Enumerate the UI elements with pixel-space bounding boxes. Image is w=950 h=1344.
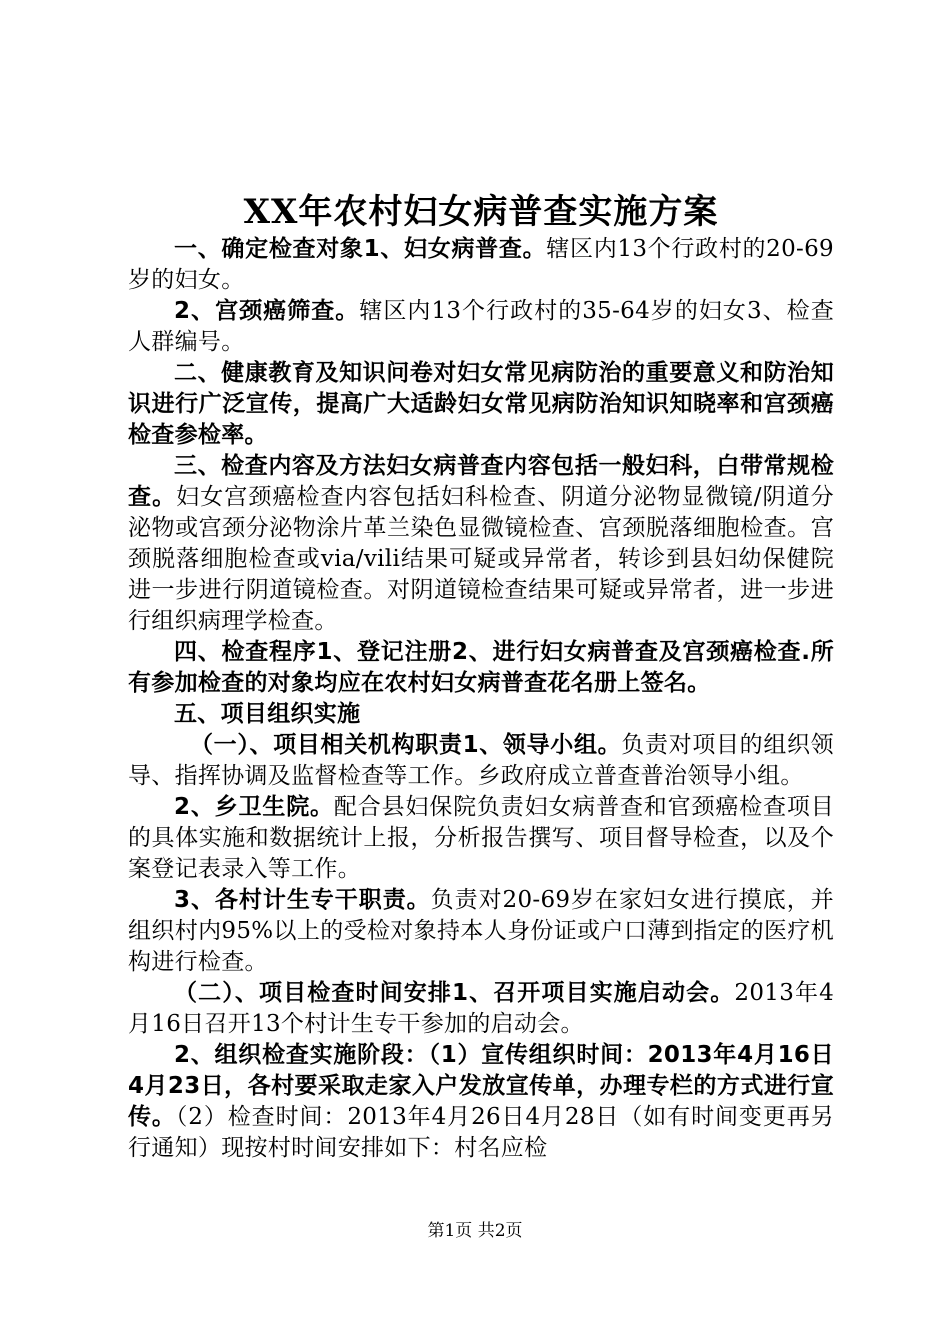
paragraph-10-bold: （二）、项目检查时间安排1、召开项目实施启动会。 xyxy=(174,980,735,1006)
paragraph-7-text: 负责对项目的组织领导、指挥协调及监督检查等工作。乡政府成立普查普治领导小组。 xyxy=(128,732,834,789)
paragraph-1-bold: 一、确定检查对象1、妇女病普查。 xyxy=(174,236,547,262)
document-title: XX年农村妇女病普查实施方案 xyxy=(243,192,719,232)
paragraph-4-bold: 三、检查内容及方法妇女病普查内容包括一般妇科，白带常规检查。 xyxy=(128,453,834,510)
paragraph-2 xyxy=(128,296,834,358)
paragraph-6-bold: 五、项目组织实施 xyxy=(174,701,361,727)
paragraph-11 xyxy=(128,1040,834,1164)
paragraph-4-text: 妇女宫颈癌检查内容包括妇科检查、阴道分泌物显微镜/阴道分泌物或宫颈分泌物涂片革兰染色显微镜检查、宫颈脱落细胞检查。宫颈脱落细胞检查或via/vili结果可疑或异常者，转诊到县妇幼保健院进一步进行阴道镜检查。对阴道镜检查结果可疑或异常者，进一步进行组织病理学检查。 xyxy=(128,484,834,634)
paragraph-9-bold: 3、各村计生专干职责。 xyxy=(174,887,431,913)
paragraph-11-text: （2）检查时间：2013年4月26日4月28日（如有时间变更再另行通知）现按村时间安排如下：村名应检 xyxy=(128,1104,834,1161)
page-footer: 第1页 共2页 xyxy=(427,1221,523,1241)
paragraph-3 xyxy=(128,358,834,451)
paragraph-8 xyxy=(128,792,834,885)
paragraph-3-bold: 二、健康教育及知识问卷对妇女常见病防治的重要意义和防治知识进行广泛宣传，提高广大适龄妇女常见病防治知识知晓率和宫颈癌检查参检率。 xyxy=(128,360,834,448)
paragraph-11-bold: 2、组织检查实施阶段：（1）宣传组织时间：2013年4月16日4月23日，各村要采取走家入户发放宣传单，办理专栏的方式进行宣传。 xyxy=(128,1042,834,1130)
paragraph-5-bold: 四、检查程序1、登记注册2、进行妇女病普查及宫颈癌检查.所有参加检查的对象均应在农村妇女病普查花名册上签名。 xyxy=(128,639,834,696)
paragraph-1-text: 辖区内13个行政村的20-69岁的妇女。 xyxy=(128,236,834,293)
document-body xyxy=(128,190,834,1164)
paragraph-9-text: 负责对20-69岁在家妇女进行摸底，并组织村内95%以上的受检对象持本人身份证或户口薄到指定的医疗机构进行检查。 xyxy=(128,887,834,975)
paragraph-9 xyxy=(128,885,834,978)
paragraph-4 xyxy=(128,451,834,637)
paragraph-7-bold: （一）、项目相关机构职责1、领导小组。 xyxy=(190,732,622,758)
paragraph-8-bold: 2、乡卫生院。 xyxy=(174,794,334,820)
paragraph-10 xyxy=(128,978,834,1040)
paragraph-2-text: 辖区内13个行政村的35-64岁的妇女3、检查人群编号。 xyxy=(128,298,835,355)
paragraph-1 xyxy=(128,234,834,296)
paragraph-5 xyxy=(128,637,834,699)
paragraph-6 xyxy=(128,699,834,730)
paragraph-7 xyxy=(128,730,834,792)
paragraph-2-bold: 2、宫颈癌筛查。 xyxy=(174,298,360,324)
paragraph-8-text: 配合县妇保院负责妇女病普查和官颈癌检查项目的具体实施和数据统计上报，分析报告撰写、项目督导检查，以及个案登记表录入等工作。 xyxy=(128,794,834,882)
paragraph-10-text: 2013年4月16日召开13个村计生专干参加的启动会。 xyxy=(128,980,834,1037)
